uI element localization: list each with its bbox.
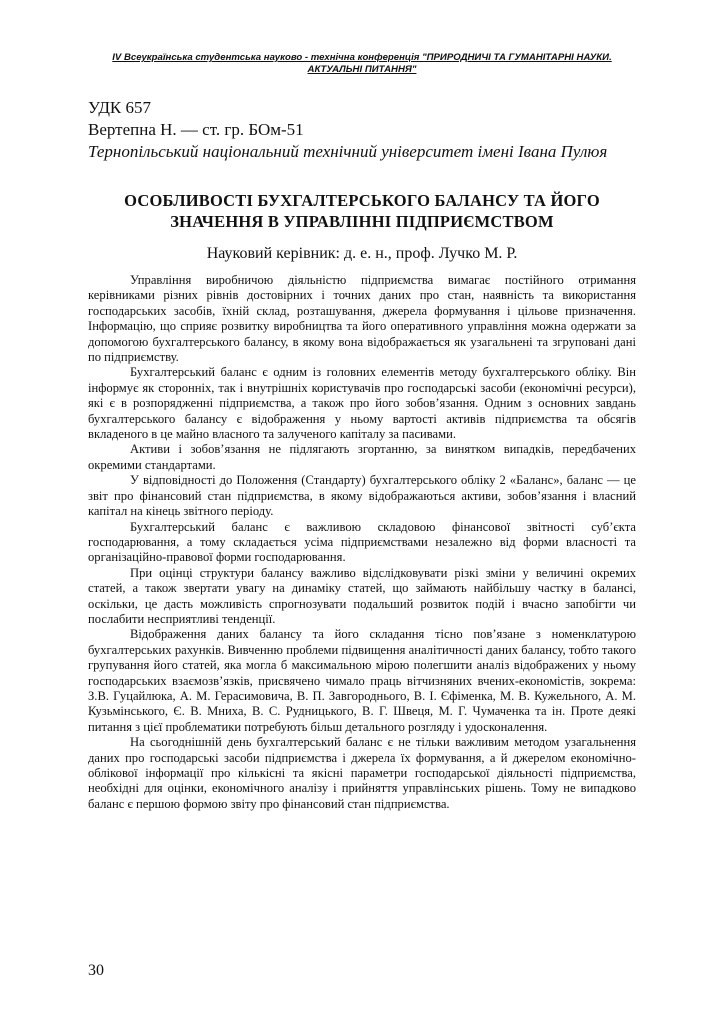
- paragraph: Бухгалтерський баланс є одним із головних елементів методу бухгалтерського обліку. Він інформує як сторонніх, так і внутрішніх користувачів про господарські засоби (економічні ресурси), які є в розпорядженні підприємства, а також про його зобов’язання. Одним з основних завдань бухгалтерського балансу є відображення у ньому вартості активів підприємства та обсягів вкладеного в це майно власного та залученого капіталу за пасивами.: [88, 365, 636, 442]
- conference-header: [88, 52, 636, 76]
- body-text: [88, 273, 636, 812]
- paragraph: При оцінці структури балансу важливо відслідковувати різкі зміни у величині окремих статей, а також звертати увагу на динаміку статей, що займають найбільшу частку в балансі, оскільки, це дасть можливість спрогнозувати подальший розвиток подій і вчасно запобігти чи послабити несприятливі тенденції.: [88, 565, 636, 626]
- paper-title: ОСОБЛИВОСТІ БУХГАЛТЕРСЬКОГО БАЛАНСУ ТА ЙОГО ЗНАЧЕННЯ В УПРАВЛІННІ ПІДПРИЄМСТВОМ: [124, 191, 600, 231]
- supervisor-line: Науковий керівник: д. е. н., проф. Лучко М. Р.: [206, 245, 518, 262]
- conference-title: IV Всеукраїнська студентська науково - технічна конференція "ПРИРОДНИЧІ ТА ГУМАНІТАРНІ НАУКИ. АКТУАЛЬНІ ПИТАННЯ": [112, 52, 612, 75]
- paragraph: Управління виробничою діяльністю підприємства вимагає постійного отримання керівниками різних рівнів достовірних і точних даних про стан, наявність та використання господарських засобів, їхній склад, розташування, джерела формування і цільове призначення. Інформацію, що сприяє розвитку виробництва та його оперативного управління можна одержати за допомогою бухгалтерського балансу, в якому вона відображається як узагальнені та згруповані дані по підприємству.: [88, 273, 636, 365]
- paragraph: Активи і зобов’язання не підлягають згортанню, за винятком випадків, передбачених окремими стандартами.: [88, 442, 636, 472]
- page-number: 30: [88, 962, 104, 979]
- udc-code: УДК 657: [88, 98, 152, 117]
- author-line: Вертепна Н. — ст. гр. БОм-51: [88, 120, 304, 139]
- paragraph: Бухгалтерський баланс є важливою складовою фінансової звітності суб’єкта господарювання, а тому складається усіма підприємствами незалежно від форми власності та організаційно-правової форми господарювання.: [88, 519, 636, 565]
- paragraph: На сьогоднішній день бухгалтерський баланс є не тільки важливим методом узагальнення даних про господарські засоби підприємства і джерела їх формування, а й джерелом економічно-облікової інформації про кількісні та якісні параметри господарської діяльності підприємства, необхідні для оцінки, економічного аналізу і прийняття управлінських рішень. Тому не випадково баланс є першою формою звіту про фінансовий стан підприємства.: [88, 735, 636, 811]
- paragraph: Відображення даних балансу та його складання тісно пов’язане з номенклатурою бухгалтерських рахунків. Вивченню проблеми підвищення аналітичності даних балансу, тобто такого групування його статей, яка могла б максимальною мірою полегшити аналіз відображених у ньому господарських взаємозв’язків, присвячено чимало праць вітчизняних вчених-економістів, зокрема: З.В. Гуцайлюка, А. М. Герасимовича, В. П. Завгороднього, В. І. Єфіменка, М. В. Кужельного, А. М. Кузьмінського, Є. В. Мниха, В. С. Рудницького, В. Г. Швеця, М. Г. Чумаченка та ін. Проте деякі питання з цієї проблематики потребують більш детального розгляду і удосконалення.: [88, 627, 636, 734]
- university-name: Тернопільський національний технічний університет імені Івана Пулюя: [88, 142, 608, 161]
- paragraph: У відповідності до Положення (Стандарту) бухгалтерського обліку 2 «Баланс», баланс — це звіт про фінансовий стан підприємства, в якому відображаються активи, зобов’язання і власний капітал на кінець звітного періоду.: [88, 473, 636, 519]
